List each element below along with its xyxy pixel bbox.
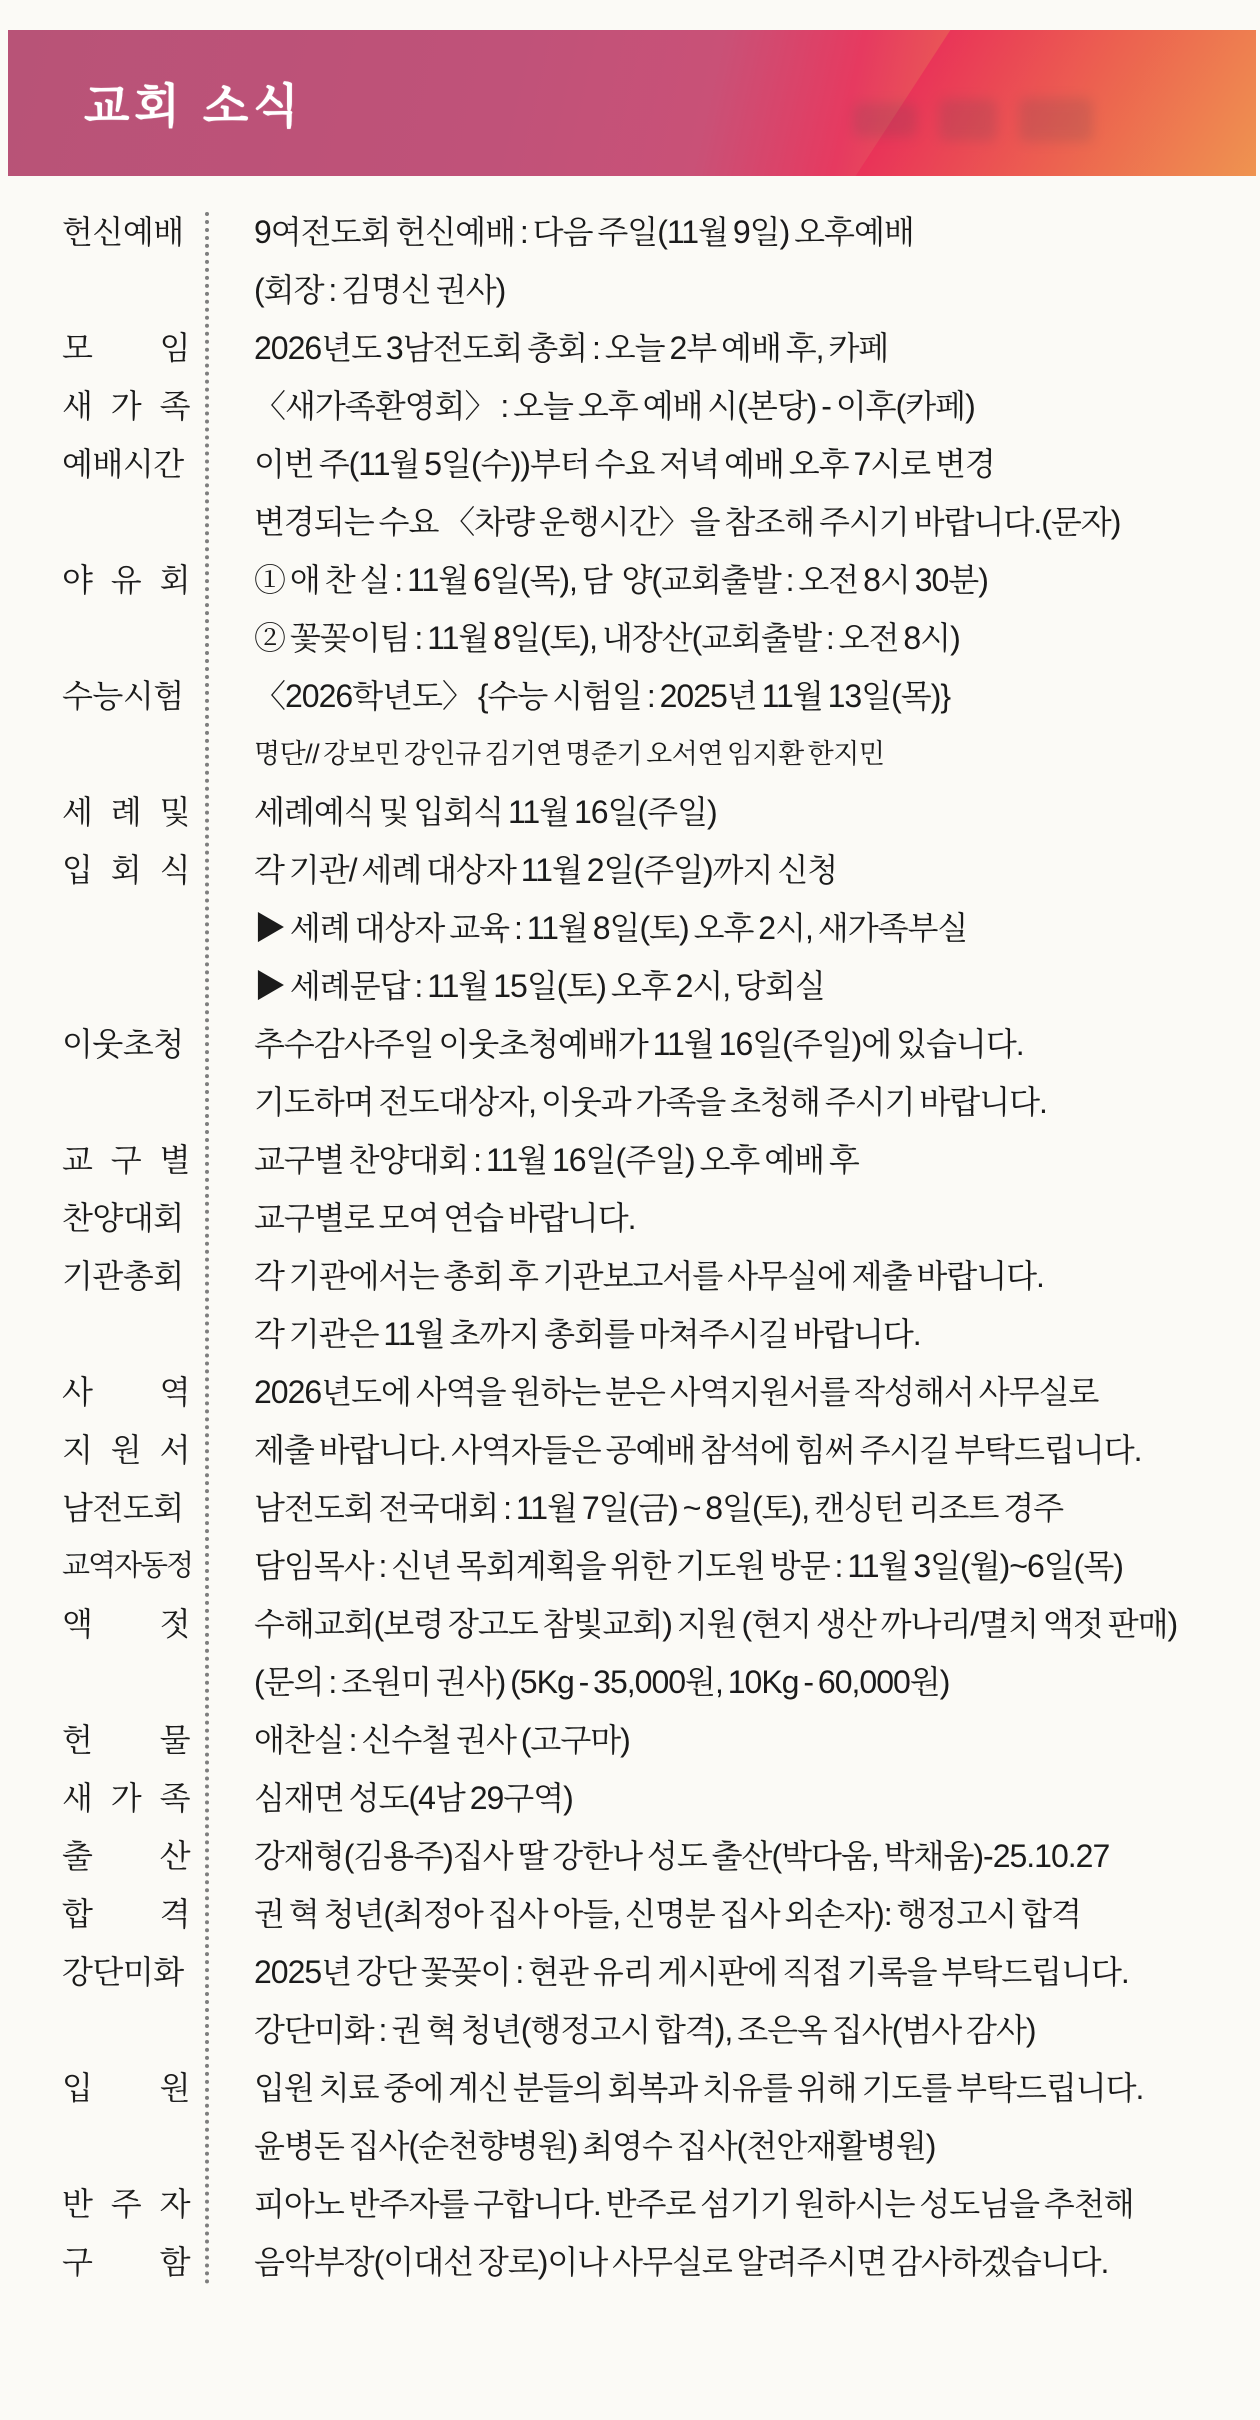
print-bleed-artifact <box>853 88 1153 152</box>
row-text: 명단// 강보민 강인규 김기연 명준기 오서연 임지환 한지민 <box>254 738 885 769</box>
row-label: 교역자동정 <box>62 1549 193 1582</box>
row-text: (문의 : 조원미 권사) (5Kg - 35,000원, 10Kg - 60,000원) <box>254 1664 950 1700</box>
row-text: ① 애 찬 실 : 11월 6일(목), 담 양(교회출발 : 오전 8시 30분) <box>254 562 988 598</box>
news-row <box>62 435 1222 493</box>
row-label: 기관총회 <box>62 1258 184 1294</box>
news-row <box>62 551 1222 609</box>
news-row <box>62 841 1222 899</box>
row-text: ▶ 세례문답 : 11월 15일(토) 오후 2시, 당회실 <box>254 968 825 1004</box>
news-row <box>62 261 1222 319</box>
news-row <box>62 1189 1222 1247</box>
news-row <box>62 2233 1222 2291</box>
news-row <box>62 957 1222 1015</box>
news-list <box>62 203 1222 2291</box>
row-text: 피아노 반주자를 구합니다. 반주로 섬기기 원하시는 성도님을 추천해 <box>254 2186 1134 2222</box>
row-label: 합 격 <box>62 1896 190 1932</box>
row-label: 예배시간 <box>62 446 184 482</box>
row-text: ▶ 세례 대상자 교육 : 11월 8일(토) 오후 2시, 새가족부실 <box>254 910 968 946</box>
news-row <box>62 1131 1222 1189</box>
row-label: 출 산 <box>62 1838 190 1874</box>
row-label: 헌신예배 <box>62 214 184 250</box>
news-row <box>62 319 1222 377</box>
news-row <box>62 1363 1222 1421</box>
row-text: (회장 : 김명신 권사) <box>254 272 506 308</box>
row-label: 이웃초청 <box>62 1026 184 1062</box>
row-text: 이번 주(11월 5일(수))부터 수요 저녁 예배 오후 7시로 변경 <box>254 446 995 482</box>
row-text: 〈2026학년도〉 {수능 시험일 : 2025년 11월 13일(목)} <box>254 678 951 714</box>
row-label: 새 가 족 <box>62 1780 190 1816</box>
row-text: 담임목사 : 신년 목회계획을 위한 기도원 방문 : 11월 3일(월)~6일(목) <box>254 1548 1123 1584</box>
row-label: 액 젓 <box>62 1606 190 1642</box>
row-text: 교구별로 모여 연습 바랍니다. <box>254 1200 636 1236</box>
row-text: 교구별 찬양대회 : 11월 16일(주일) 오후 예배 후 <box>254 1142 859 1178</box>
news-row <box>62 2117 1222 2175</box>
row-text: 기도하며 전도대상자, 이웃과 가족을 초청해 주시기 바랍니다. <box>254 1084 1047 1120</box>
row-text: 윤병돈 집사(순천향병원) 최영수 집사(천안재활병원) <box>254 2128 936 2164</box>
row-label: 야 유 회 <box>62 562 190 598</box>
header-banner <box>8 30 1256 176</box>
news-row <box>62 899 1222 957</box>
news-row <box>62 377 1222 435</box>
row-text: 2026년도 3남전도회 총회 : 오늘 2부 예배 후, 카페 <box>254 330 889 366</box>
row-text: 각 기관/ 세례 대상자 11월 2일(주일)까지 신청 <box>254 852 838 888</box>
news-row <box>62 1305 1222 1363</box>
news-row <box>62 1827 1222 1885</box>
row-text: 세례예식 및 입회식 11월 16일(주일) <box>254 794 717 830</box>
news-row <box>62 1943 1222 2001</box>
row-text: 애찬실 : 신수철 권사 (고구마) <box>254 1722 630 1758</box>
row-text: 각 기관은 11월 초까지 총회를 마쳐주시길 바랍니다. <box>254 1316 921 1352</box>
row-text: 제출 바랍니다. 사역자들은 공예배 참석에 힘써 주시길 부탁드립니다. <box>254 1432 1142 1468</box>
row-text: 남전도회 전국대회 : 11월 7일(금) ~ 8일(토), 캔싱턴 리조트 경주 <box>254 1490 1064 1526</box>
news-row <box>62 1421 1222 1479</box>
row-label: 새 가 족 <box>62 388 190 424</box>
row-text: 수해교회(보령 장고도 참빛교회) 지원 (현지 생산 까나리/멸치 액젓 판매) <box>254 1606 1178 1642</box>
news-row <box>62 1711 1222 1769</box>
news-row <box>62 1479 1222 1537</box>
row-label: 강단미화 <box>62 1954 184 1990</box>
news-row <box>62 203 1222 261</box>
row-label: 지 원 서 <box>62 1432 190 1468</box>
row-label: 반 주 자 <box>62 2186 190 2222</box>
row-text: ② 꽃꽂이팀 : 11월 8일(토), 내장산(교회출발 : 오전 8시) <box>254 620 960 656</box>
row-label: 세 례 및 <box>62 794 190 830</box>
row-text: 2026년도에 사역을 원하는 분은 사역지원서를 작성해서 사무실로 <box>254 1374 1099 1410</box>
news-row <box>62 1537 1222 1595</box>
row-label: 헌 물 <box>62 1722 190 1758</box>
news-row <box>62 609 1222 667</box>
row-text: 강단미화 : 권 혁 청년(행정고시 합격), 조은옥 집사(범사 감사) <box>254 2012 1036 2048</box>
row-label: 구 함 <box>62 2244 190 2280</box>
row-label: 수능시험 <box>62 678 184 714</box>
page-title: 교회 소식 <box>84 79 304 133</box>
row-label: 모 임 <box>62 330 190 366</box>
row-text: 음악부장(이대선 장로)이나 사무실로 알려주시면 감사하겠습니다. <box>254 2244 1109 2280</box>
news-row <box>62 1595 1222 1653</box>
row-text: 입원 치료 중에 계신 분들의 회복과 치유를 위해 기도를 부탁드립니다. <box>254 2070 1144 2106</box>
news-row <box>62 667 1222 725</box>
row-text: 2025년 강단 꽃꽂이 : 현관 유리 게시판에 직접 기록을 부탁드립니다. <box>254 1954 1129 1990</box>
row-text: 변경되는 수요 〈차량 운행시간〉을 참조해 주시기 바랍니다.(문자) <box>254 504 1121 540</box>
news-row <box>62 1073 1222 1131</box>
row-label: 찬양대회 <box>62 1200 184 1236</box>
row-label: 입 원 <box>62 2070 190 2106</box>
row-label: 교 구 별 <box>62 1142 190 1178</box>
row-text: 심재면 성도(4남 29구역) <box>254 1780 573 1816</box>
news-row <box>62 783 1222 841</box>
news-row <box>62 1769 1222 1827</box>
news-row <box>62 2059 1222 2117</box>
row-label: 사 역 <box>62 1374 190 1410</box>
row-label: 입 회 식 <box>62 852 190 888</box>
row-text: 추수감사주일 이웃초청예배가 11월 16일(주일)에 있습니다. <box>254 1026 1024 1062</box>
news-row <box>62 1885 1222 1943</box>
row-label: 남전도회 <box>62 1490 184 1526</box>
row-text: 권 혁 청년(최정아 집사 아들, 신명분 집사 외손자): 행정고시 합격 <box>254 1896 1081 1932</box>
row-text: 각 기관에서는 총회 후 기관보고서를 사무실에 제출 바랍니다. <box>254 1258 1044 1294</box>
row-text: 9여전도회 헌신예배 : 다음 주일(11월 9일) 오후예배 <box>254 214 914 250</box>
row-text: 〈새가족환영회〉 : 오늘 오후 예배 시(본당) - 이후(카페) <box>254 388 975 424</box>
news-row <box>62 493 1222 551</box>
news-row <box>62 725 1222 783</box>
news-row <box>62 1247 1222 1305</box>
news-row <box>62 2175 1222 2233</box>
row-text: 강재형(김용주)집사 딸 강한나 성도 출산(박다움, 박채움)-25.10.27 <box>254 1838 1110 1874</box>
news-row <box>62 2001 1222 2059</box>
news-row <box>62 1653 1222 1711</box>
news-row <box>62 1015 1222 1073</box>
